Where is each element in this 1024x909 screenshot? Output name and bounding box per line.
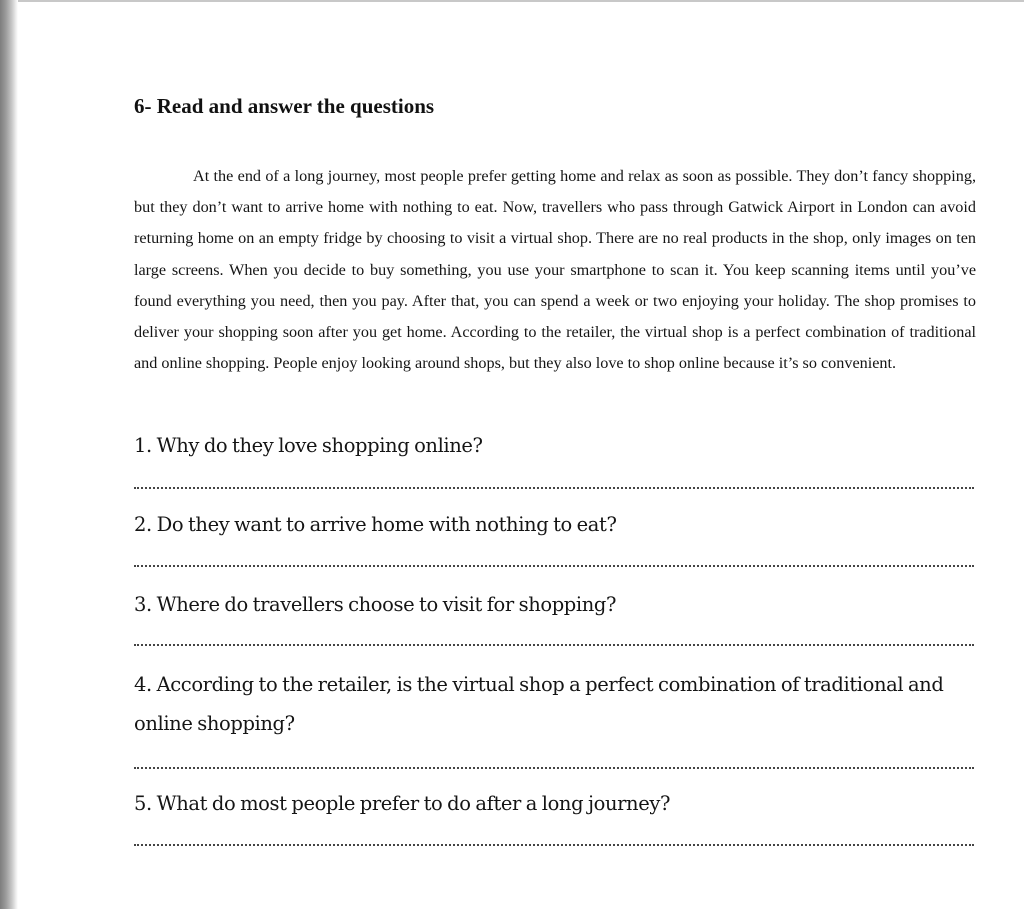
reading-passage: At the end of a long journey, most people prefer getting home and relax as soon as possible. They don’t fancy shopping, but they don’t want to arrive home with nothing to eat. Now, travellers who pass through Gatwick Airport in London can avoid returning home on an empty fridge by choosing to visit a virtual shop. There are no real products in the shop, only images on ten large screens. When you decide to buy something, you use your smartphone to scan it. You keep scanning items until you’ve found everything you need, then you pay. After that, you can spend a week or two enjoying your holiday. The shop promises to deliver your shopping soon after you get home. According to the retailer, the virtual shop is a perfect combination of traditional and online shopping. People enjoy looking around shops, but they also love to shop online because it’s so convenient. (134, 167, 976, 373)
page-shadow (0, 0, 18, 909)
question-2: 2. Do they want to arrive home with nothing to eat? (134, 513, 617, 536)
answer-line-3[interactable] (134, 644, 974, 646)
answer-line-1[interactable] (134, 487, 974, 489)
question-1: 1. Why do they love shopping online? (134, 434, 483, 457)
answer-line-2[interactable] (134, 565, 974, 567)
answer-line-4[interactable] (134, 767, 974, 769)
exercise-heading: 6- Read and answer the questions (134, 94, 435, 118)
question-5: 5. What do most people prefer to do after a long journey? (134, 792, 671, 815)
answer-line-5[interactable] (134, 844, 974, 846)
document-page (18, 2, 1024, 909)
question-4: 4. According to the retailer, is the virtual shop a perfect combination of traditional and online shopping? (134, 673, 944, 735)
question-3: 3. Where do travellers choose to visit for shopping? (134, 593, 616, 616)
